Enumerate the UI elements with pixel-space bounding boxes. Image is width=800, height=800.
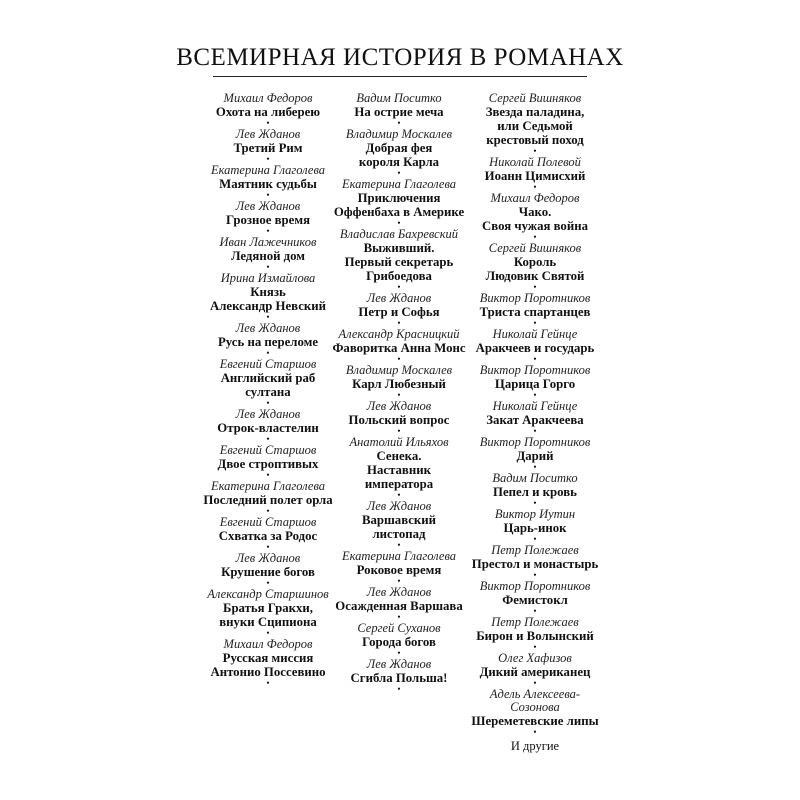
book-entry xyxy=(455,580,615,616)
book-title-line: Крушение богов xyxy=(221,565,315,579)
bullet-separator: • xyxy=(533,727,537,737)
book-title-line: Бирон и Волынский xyxy=(476,629,594,643)
book-author: Лев Жданов xyxy=(235,199,301,213)
footer-note: И другие xyxy=(510,739,560,753)
bullet-separator: • xyxy=(533,642,537,652)
bullet-separator: • xyxy=(397,168,401,178)
book-author: Александр Красницкий xyxy=(338,327,460,341)
book-author: Сергей Суханов xyxy=(357,621,441,635)
book-title-line: Петр и Софья xyxy=(358,305,440,319)
title-underline xyxy=(213,76,587,77)
book-title-line: императора xyxy=(364,477,434,491)
bullet-separator: • xyxy=(397,282,401,292)
book-title-line: Чако. xyxy=(518,205,552,219)
book-author: Ирина Измайлова xyxy=(220,271,316,285)
bullet-separator: • xyxy=(533,146,537,156)
book-entry xyxy=(455,242,615,292)
bullet-separator: • xyxy=(533,426,537,436)
book-title-line: Осажденная Варшава xyxy=(335,599,463,613)
bullet-separator: • xyxy=(533,534,537,544)
book-title-line: султана xyxy=(245,385,291,399)
bullet-separator: • xyxy=(533,282,537,292)
book-title-line: Царица Горго xyxy=(494,377,576,391)
bullet-separator: • xyxy=(397,490,401,500)
book-title-line: Дарий xyxy=(516,449,554,463)
bullet-separator: • xyxy=(266,470,270,480)
book-entry xyxy=(455,400,615,436)
book-author: Лев Жданов xyxy=(366,657,432,671)
book-author: Сергей Вишняков xyxy=(488,91,582,105)
book-author: Александр Старшинов xyxy=(207,587,329,601)
book-author: Виктор Иутин xyxy=(494,507,576,521)
bullet-separator: • xyxy=(397,118,401,128)
book-author: Виктор Поротников xyxy=(479,291,591,305)
book-title-line: Александр Невский xyxy=(209,299,327,313)
bullet-separator: • xyxy=(266,312,270,322)
book-title-line: Фемистокл xyxy=(502,593,568,607)
book-entry xyxy=(455,156,615,192)
book-author: Николай Гейнце xyxy=(492,327,578,341)
book-author: Николай Гейнце xyxy=(492,399,578,413)
bullet-separator: • xyxy=(397,648,401,658)
book-author: Лев Жданов xyxy=(235,407,301,421)
book-title-line: внуки Сципиона xyxy=(219,615,317,629)
book-title-line: Охота на либерею xyxy=(215,105,321,119)
book-entry xyxy=(455,292,615,328)
book-author: Виктор Поротников xyxy=(479,363,591,377)
book-author: Виктор Поротников xyxy=(479,435,591,449)
book-author: Лев Жданов xyxy=(366,291,432,305)
bullet-separator: • xyxy=(266,542,270,552)
book-title-line: Приключения xyxy=(357,191,441,205)
bullet-separator: • xyxy=(397,612,401,622)
book-entry xyxy=(455,544,615,580)
book-title-line: Последний полет орла xyxy=(203,493,333,507)
bullet-separator: • xyxy=(266,434,270,444)
book-author: Петр Полежаев xyxy=(491,543,579,557)
book-entry xyxy=(455,328,615,364)
book-author: Екатерина Глаголева xyxy=(210,479,326,493)
book-title-line: Шереметевские липы xyxy=(471,714,599,728)
bullet-separator: • xyxy=(397,540,401,550)
bullet-separator: • xyxy=(533,570,537,580)
book-author: Екатерина Глаголева xyxy=(341,177,457,191)
book-title-line: Престол и монастырь xyxy=(471,557,599,571)
book-author: Евгений Старшов xyxy=(219,515,317,529)
bullet-separator: • xyxy=(266,506,270,516)
book-author: Михаил Федоров xyxy=(223,91,313,105)
book-title-line: Варшавский xyxy=(361,513,437,527)
book-author: Евгений Старшов xyxy=(219,443,317,457)
book-author: Евгений Старшов xyxy=(219,357,317,371)
book-title-line: Антонио Поссевино xyxy=(210,665,326,679)
bullet-separator: • xyxy=(533,498,537,508)
bullet-separator: • xyxy=(266,578,270,588)
bullet-separator: • xyxy=(397,354,401,364)
book-title-line: Русская миссия xyxy=(222,651,314,665)
book-title-line: Маятник судьбы xyxy=(219,177,317,191)
book-title-line: Двое строптивых xyxy=(217,457,319,471)
bullet-separator: • xyxy=(266,628,270,638)
bullet-separator: • xyxy=(533,390,537,400)
bullet-separator: • xyxy=(533,678,537,688)
book-title-line: Фаворитка Анна Монс xyxy=(332,341,466,355)
bullet-separator: • xyxy=(266,154,270,164)
book-title-line: Английский раб xyxy=(220,371,316,385)
book-author: Екатерина Глаголева xyxy=(210,163,326,177)
book-entry xyxy=(455,92,615,156)
page-title: ВСЕМИРНАЯ ИСТОРИЯ В РОМАНАХ xyxy=(176,44,624,71)
book-title-line: Своя чужая война xyxy=(482,219,588,233)
book-author: Лев Жданов xyxy=(235,127,301,141)
book-author: Лев Жданов xyxy=(366,399,432,413)
book-title-line: Король xyxy=(513,255,557,269)
book-title-line: Князь xyxy=(250,285,286,299)
book-entry xyxy=(455,508,615,544)
bullet-separator: • xyxy=(533,354,537,364)
book-title-line: короля Карла xyxy=(358,155,440,169)
book-author: Владимир Москалев xyxy=(345,363,453,377)
bullet-separator: • xyxy=(533,318,537,328)
book-title-line: Наставник xyxy=(367,463,431,477)
bullet-separator: • xyxy=(397,318,401,328)
bullet-separator: • xyxy=(397,576,401,586)
bullet-separator: • xyxy=(533,232,537,242)
bullet-separator: • xyxy=(266,262,270,272)
book-title-line: Третий Рим xyxy=(233,141,303,155)
book-title-line: Пепел и кровь xyxy=(493,485,577,499)
book-title-line: Людовик Святой xyxy=(485,269,585,283)
book-title-line: листопад xyxy=(372,527,426,541)
bullet-separator: • xyxy=(533,462,537,472)
book-author: Михаил Федоров xyxy=(223,637,313,651)
book-title-line: Аракчеев и государь xyxy=(475,341,595,355)
book-entry xyxy=(455,652,615,688)
book-title-line: или Седьмой xyxy=(497,119,573,133)
book-column-3 xyxy=(455,92,615,753)
book-title-line: Дикий американец xyxy=(479,665,591,679)
bullet-separator: • xyxy=(266,678,270,688)
book-title-line: Грибоедова xyxy=(366,269,432,283)
book-author: Екатерина Глаголева xyxy=(341,549,457,563)
bullet-separator: • xyxy=(397,390,401,400)
book-title-line: Отрок-властелин xyxy=(217,421,319,435)
book-author: Адель Алексеева- Созонова xyxy=(489,687,581,714)
bullet-separator: • xyxy=(266,348,270,358)
book-title-line: Первый секретарь xyxy=(344,255,454,269)
bullet-separator: • xyxy=(266,118,270,128)
book-author: Владислав Бахревский xyxy=(339,227,459,241)
book-author: Лев Жданов xyxy=(235,321,301,335)
book-title-line: Сгибла Польша! xyxy=(350,671,448,685)
bullet-separator: • xyxy=(266,398,270,408)
bullet-separator: • xyxy=(397,684,401,694)
book-title-line: Звезда паладина, xyxy=(485,105,585,119)
book-entry xyxy=(455,688,615,737)
book-author: Лев Жданов xyxy=(366,499,432,513)
book-title-line: Русь на переломе xyxy=(217,335,319,349)
book-entry xyxy=(455,364,615,400)
book-title-line: Схватка за Родос xyxy=(218,529,318,543)
book-title-line: Выживший. xyxy=(363,241,435,255)
book-author: Михаил Федоров xyxy=(490,191,580,205)
book-author: Анатолий Ильяхов xyxy=(349,435,449,449)
book-author: Владимир Москалев xyxy=(345,127,453,141)
book-author: Петр Полежаев xyxy=(491,615,579,629)
book-title-line: Добрая фея xyxy=(365,141,433,155)
book-author: Иван Лажечников xyxy=(219,235,317,249)
book-author: Вадим Поситко xyxy=(492,471,578,485)
book-title-line: Грозное время xyxy=(226,213,310,227)
book-author: Сергей Вишняков xyxy=(488,241,582,255)
book-entry xyxy=(455,472,615,508)
book-entry xyxy=(455,616,615,652)
book-title-line: Братья Гракхи, xyxy=(222,601,313,615)
bullet-separator: • xyxy=(397,426,401,436)
book-title-line: Польский вопрос xyxy=(348,413,450,427)
book-author: Николай Полевой xyxy=(489,155,581,169)
book-author: Виктор Поротников xyxy=(479,579,591,593)
book-author: Вадим Поситко xyxy=(356,91,442,105)
book-title-line: Ледяной дом xyxy=(230,249,306,263)
book-title-line: Города богов xyxy=(362,635,436,649)
book-title-line: Оффенбаха в Америке xyxy=(333,205,465,219)
book-title-line: Закат Аракчеева xyxy=(486,413,584,427)
book-title-line: Карл Любезный xyxy=(352,377,446,391)
book-title-line: Иоанн Цимисхий xyxy=(484,169,586,183)
book-title-line: Триста спартанцев xyxy=(479,305,591,319)
bullet-separator: • xyxy=(533,182,537,192)
bullet-separator: • xyxy=(397,218,401,228)
book-entry xyxy=(455,436,615,472)
bullet-separator: • xyxy=(266,190,270,200)
bullet-separator: • xyxy=(266,226,270,236)
book-author: Лев Жданов xyxy=(366,585,432,599)
book-title-line: На острие меча xyxy=(354,105,444,119)
book-title-line: Царь-инок xyxy=(503,521,567,535)
book-title-line: Роковое время xyxy=(356,563,442,577)
book-title-line: крестовый поход xyxy=(486,133,584,147)
book-author: Лев Жданов xyxy=(235,551,301,565)
book-author: Олег Хафизов xyxy=(498,651,572,665)
bullet-separator: • xyxy=(533,606,537,616)
book-entry xyxy=(455,192,615,242)
book-title-line: Сенека. xyxy=(376,449,422,463)
